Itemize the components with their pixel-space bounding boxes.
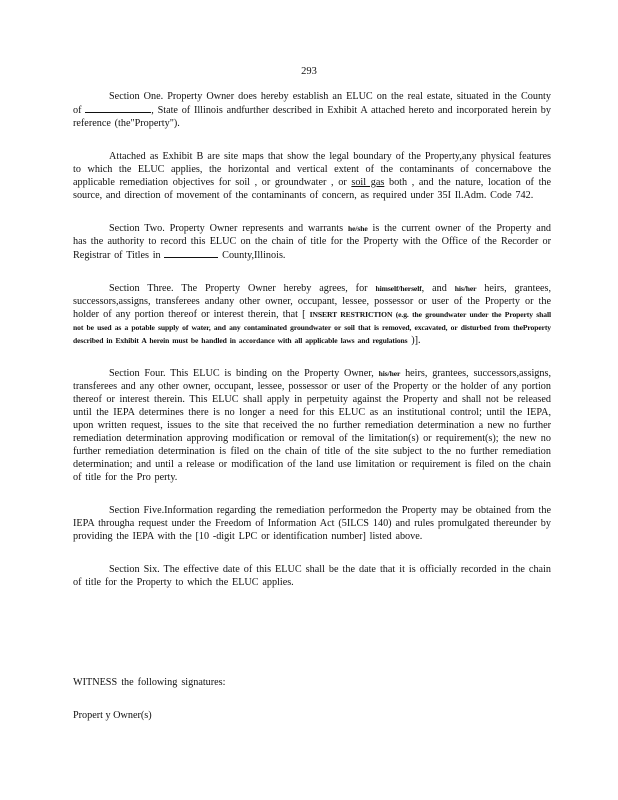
section-two-text-b: is the current owner of the Property and has the authority to record this ELUC on the chain of title for the Property with the Office of the Recorder or Registrar of Titles in xyxy=(73,223,552,261)
section-three-text-c: heirs, grantees, successors,assigns, transferees andany other owner, occupant, lessee, possessor or user of the Property or the holder of any portion thereof or interest therein, that [ xyxy=(73,283,552,320)
section-two-text-c: County,Illinois. xyxy=(222,250,286,261)
exhibit-b-text-a: Attached as Exhibit B are site maps that show the legal boundary of the Property,any physical features to which the ELUC applies, the horizontal and vertical extent of the contaminants of concernabove the applicable remediation objectives for soil , or groundwater , or xyxy=(73,151,551,188)
section-four-text-b: heirs, grantees, successors,assigns, transferees and any other owner, occupant, lessee, possessor or user of the Property or the holder of any portion thereof or interest therein. This ELUC shall apply in perpetuity against the Property and shall not be released until the IEPA determines there is no longer a need for this ELUC as an institutional control; until the IEPA, upon written request, issues to the site that received the no further remediation determination a new no further remediation determination approving modification or removal of the limitation(s) or requirement(s); the new no further remediation determination is filed on the chain of title of the site subject to the no further remediation determination; and until a release or modification of the land use limitation or requirement is filed on the chain of title for the Pro perty. xyxy=(73,368,551,483)
himself-herself-placeholder: himself/herself xyxy=(375,284,422,293)
document-body xyxy=(73,90,551,629)
paragraph-section-one xyxy=(73,90,551,130)
property-owner-label: Propert y Owner(s) xyxy=(73,710,152,721)
witness-line: WITNESS the following signatures: xyxy=(73,677,226,688)
paragraph-section-six: Section Six. The effective date of this ELUC shall be the date that it is officially recorded in the chain of title for the Property to which the ELUC applies. xyxy=(73,564,551,588)
paragraph-section-five: Section Five.Information regarding the remediation performedon the Property may be obtained from the IEPA througha request under the Freedom of Information Act (5ILCS 140) and rules promulgated thereunder by providing the IEPA with the [10 -digit LPC or identification number] listed above. xyxy=(73,505,551,542)
soil-gas-text: soil gas xyxy=(351,177,385,188)
paragraph-section-two xyxy=(73,222,551,262)
section-two-text-a: Section Two. Property Owner represents and warrants xyxy=(109,223,344,234)
paragraph-section-three xyxy=(73,282,551,347)
section-one-text-a: Section One. Property Owner does hereby establish an ELUC on the real estate, situated in the County of xyxy=(73,91,551,116)
his-her-placeholder-2: his/her xyxy=(378,369,401,378)
insert-restriction-placeholder: INSERT RESTRICTION (e.g. the groundwater under the Property shall not be used as a potable supply of water, and any contaminated groundwater or soil that is removed, excavated, or disturbed from theProperty described in Exhibit A herein must be handled in accordance with all applicable laws and regulations xyxy=(73,310,551,345)
recorder-county-blank xyxy=(164,248,218,258)
he-she-placeholder: he/she xyxy=(347,224,368,233)
section-three-text-b: , and xyxy=(421,283,447,294)
section-four-text-a: Section Four. This ELUC is binding on the Property Owner, xyxy=(109,368,374,379)
paragraph-exhibit-b xyxy=(73,150,551,202)
section-three-text-e: )]. xyxy=(411,335,421,346)
section-three-text-a: Section Three. The Property Owner hereby agrees, for xyxy=(109,283,368,294)
county-blank xyxy=(85,103,151,113)
page-number: 293 xyxy=(301,66,317,77)
exhibit-b-text-b: both , and the nature, location of the source, and direction of movement of the contaminants of concern, as required under 35I Il.Adm. Code 742. xyxy=(73,177,552,201)
section-one-text-b: , State of Illinois andfurther described in Exhibit A attached hereto and incorporated herein by reference (the"Property"). xyxy=(73,105,551,129)
his-her-placeholder: his/her xyxy=(454,284,477,293)
paragraph-section-four xyxy=(73,367,551,484)
